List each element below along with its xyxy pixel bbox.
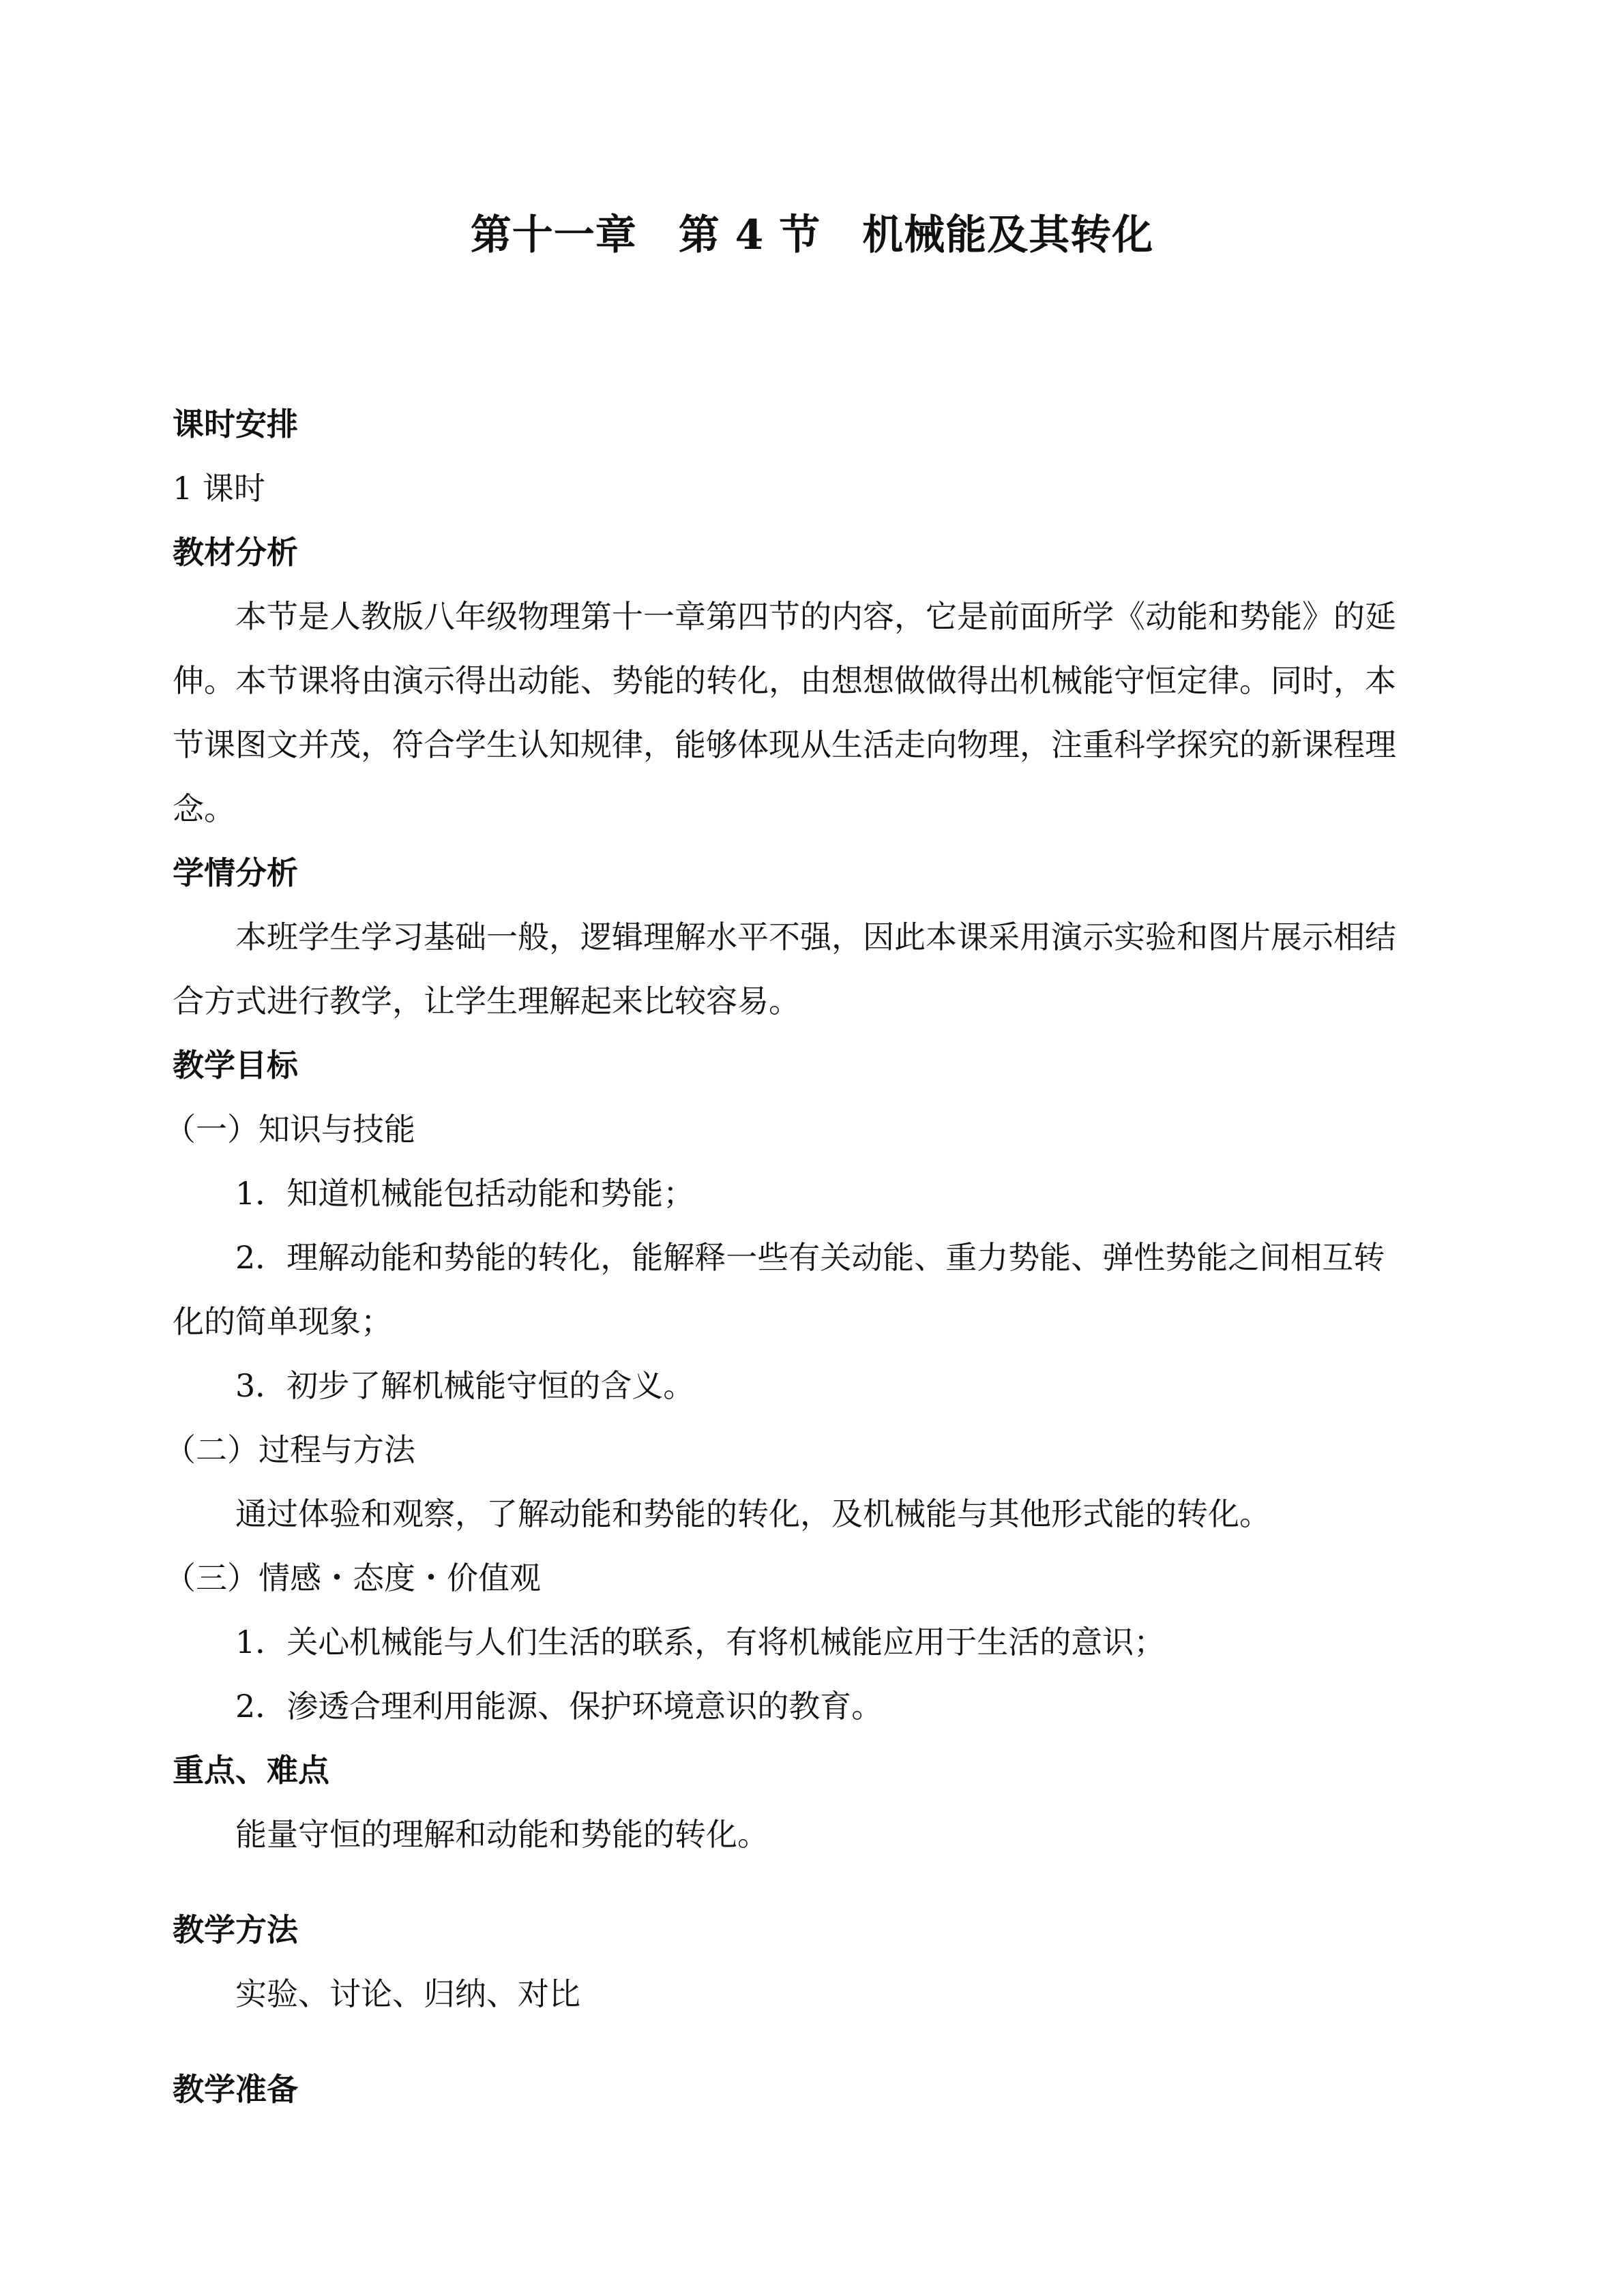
goal-knowledge-item-2: 2．理解动能和势能的转化，能解释一些有关动能、重力势能、弹性势能之间相互转 <box>235 1239 1385 1276</box>
spacer <box>173 1866 1455 1898</box>
material-line-2: 伸。本节课将由演示得出动能、势能的转化，由想想做做得出机械能守恒定律。同时，本 <box>173 662 1396 699</box>
goal-process-text: 通过体验和观察，了解动能和势能的转化，及机械能与其他形式能的转化。 <box>235 1495 1271 1532</box>
document-title: 第十一章 第 4 节 机械能及其转化 <box>470 211 1154 259</box>
spacer <box>173 2026 1455 2057</box>
material-line-4: 念。 <box>173 790 235 827</box>
section-heading-preparation: 教学准备 <box>173 2071 298 2108</box>
student-line-1: 本班学生学习基础一般，逻辑理解水平不强，因此本课采用演示实验和图片展示相结 <box>235 919 1396 955</box>
section-heading-goals: 教学目标 <box>173 1047 298 1084</box>
goal-knowledge-item-2-cont: 化的简单现象； <box>173 1303 392 1340</box>
goal-attitude-item-2: 2．渗透合理利用能源、保护环境意识的教育。 <box>235 1688 883 1725</box>
schedule-text: 1 课时 <box>173 470 265 507</box>
goal-knowledge-title: （一）知识与技能 <box>164 1111 415 1148</box>
section-heading-schedule: 课时安排 <box>173 406 298 443</box>
section-heading-material: 教材分析 <box>173 534 298 571</box>
goal-knowledge-item-1: 1．知道机械能包括动能和势能； <box>235 1175 695 1212</box>
document-body <box>164 392 1455 2121</box>
student-line-2: 合方式进行教学，让学生理解起来比较容易。 <box>173 983 800 1019</box>
material-line-1: 本节是人教版八年级物理第十一章第四节的内容，它是前面所学《动能和势能》的延 <box>235 598 1396 635</box>
goal-attitude-item-1: 1．关心机械能与人们生活的联系，有将机械能应用于生活的意识； <box>235 1624 1166 1660</box>
goal-knowledge-item-3: 3．初步了解机械能守恒的含义。 <box>235 1367 695 1404</box>
section-heading-method: 教学方法 <box>173 1911 298 1948</box>
goal-process-title: （二）过程与方法 <box>164 1431 415 1468</box>
goal-attitude-title: （三）情感・态度・价值观 <box>164 1560 541 1596</box>
section-heading-student: 学情分析 <box>173 854 298 891</box>
key-points-text: 能量守恒的理解和动能和势能的转化。 <box>235 1816 769 1853</box>
method-text: 实验、讨论、归纳、对比 <box>235 1976 580 2012</box>
material-line-3: 节课图文并茂，符合学生认知规律，能够体现从生活走向物理，注重科学探究的新课程理 <box>173 726 1396 763</box>
section-heading-key-points: 重点、难点 <box>173 1752 329 1789</box>
